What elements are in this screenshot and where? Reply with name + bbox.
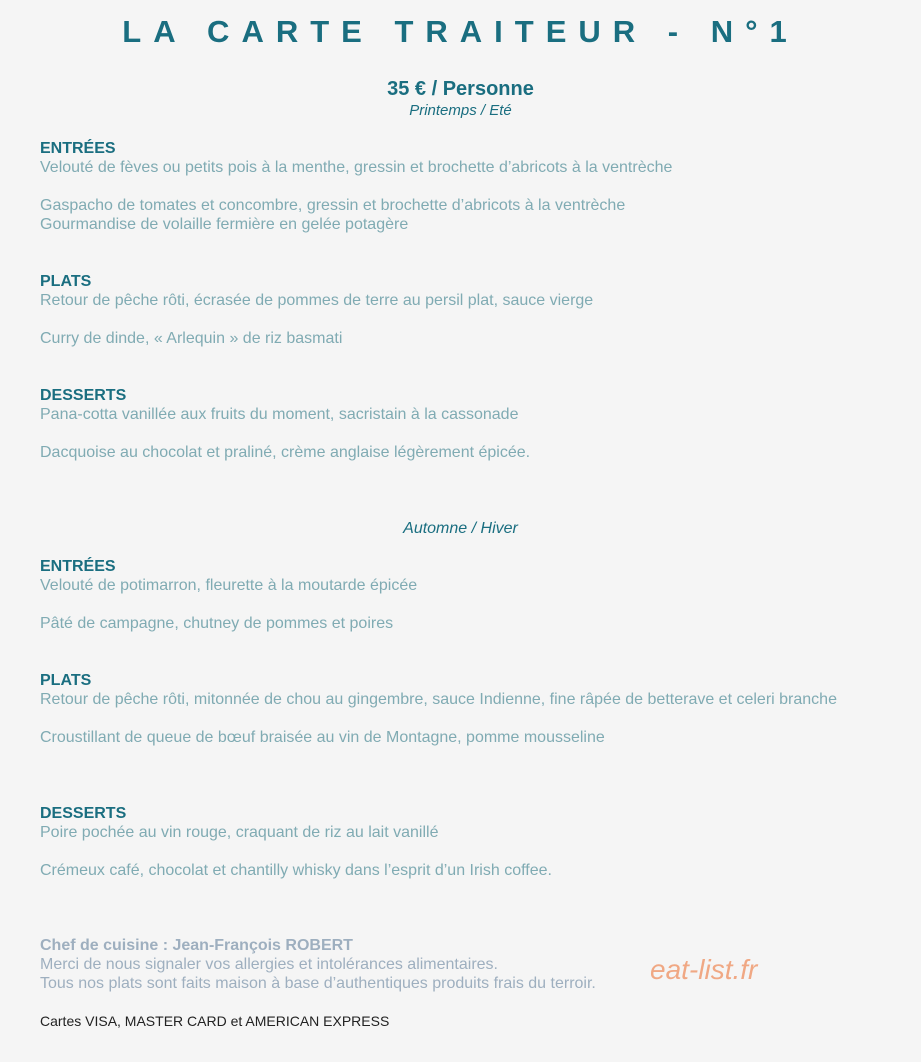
dish-item: Crémeux café, chocolat et chantilly whisky dans l’esprit d’un Irish coffee. — [40, 862, 552, 879]
dish-item: Pana-cotta vanillée aux fruits du moment, sacristain à la cassonade — [40, 406, 519, 423]
price-per-person: 35 € / Personne — [387, 78, 534, 100]
section-heading: PLATS — [40, 273, 92, 290]
allergy-notice: Merci de nous signaler vos allergies et intolérances alimentaires. — [40, 956, 498, 973]
dish-item: Pâté de campagne, chutney de pommes et poires — [40, 615, 394, 632]
menu-title: LA CARTE TRAITEUR - N°1 — [122, 14, 799, 49]
section-plats-spring — [40, 272, 890, 348]
section-desserts-spring — [40, 386, 890, 462]
dish-item: Curry de dinde, « Arlequin » de riz basmati — [40, 330, 343, 347]
dish-item: Retour de pêche rôti, écrasée de pommes de terre au persil plat, sauce vierge — [40, 292, 594, 309]
section-heading: PLATS — [40, 672, 92, 689]
dish-item: Poire pochée au vin rouge, craquant de riz au lait vanillé — [40, 824, 439, 841]
section-entrees-spring — [40, 139, 890, 234]
section-desserts-autumn — [40, 804, 890, 880]
dish-item: Gaspacho de tomates et concombre, gressin et brochette d’abricots à la ventrèche — [40, 197, 626, 214]
section-heading: ENTRÉES — [40, 140, 116, 157]
dish-item: Gourmandise de volaille fermière en gelée potagère — [40, 216, 409, 233]
dish-item: Velouté de potimarron, fleurette à la moutarde épicée — [40, 577, 418, 594]
watermark-logo: eat-list.fr — [650, 954, 758, 985]
homemade-notice: Tous nos plats sont faits maison à base d’authentiques produits frais du terroir. — [40, 975, 596, 992]
dish-item: Dacquoise au chocolat et praliné, crème anglaise légèrement épicée. — [40, 444, 531, 461]
dish-item: Velouté de fèves ou petits pois à la menthe, gressin et brochette d’abricots à la ventrèche — [40, 159, 673, 176]
dish-item: Croustillant de queue de bœuf braisée au vin de Montagne, pomme mousseline — [40, 729, 605, 746]
season-spring-summer: Printemps / Eté — [409, 102, 512, 119]
chef-name: Chef de cuisine : Jean-François ROBERT — [40, 937, 353, 954]
season-autumn-winter: Automne / Hiver — [403, 520, 518, 537]
section-entrees-autumn — [40, 557, 890, 633]
section-heading: ENTRÉES — [40, 558, 116, 575]
section-plats-autumn — [40, 671, 890, 747]
accepted-cards: Cartes VISA, MASTER CARD et AMERICAN EXPRESS — [40, 1013, 390, 1029]
section-heading: DESSERTS — [40, 387, 127, 404]
dish-item: Retour de pêche rôti, mitonnée de chou au gingembre, sauce Indienne, fine râpée de betterave et celeri branche — [40, 691, 837, 708]
chef-footer — [40, 936, 890, 993]
section-heading: DESSERTS — [40, 805, 127, 822]
